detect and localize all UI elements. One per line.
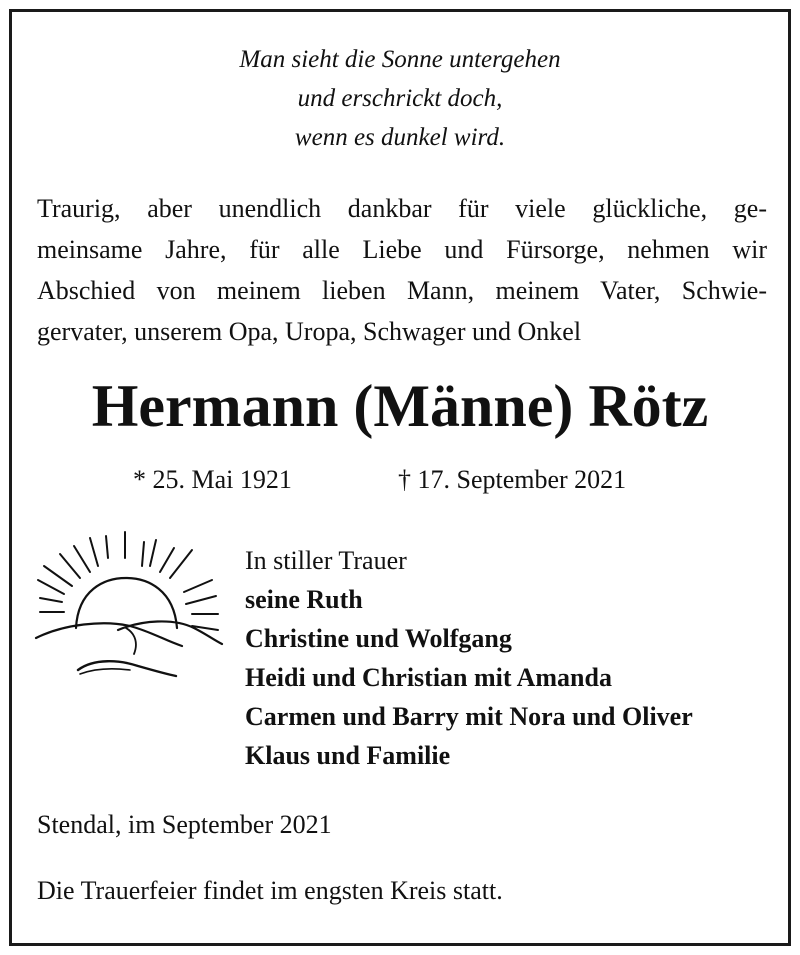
intro-text bbox=[37, 188, 767, 352]
intro-line: gervater, unserem Opa, Uropa, Schwager und Onkel bbox=[37, 317, 582, 346]
mourners-list bbox=[245, 541, 693, 775]
mourner-name: Carmen und Barry mit Nora und Oliver bbox=[245, 702, 693, 731]
sunset-icon bbox=[34, 528, 224, 688]
intro-line: Traurig, aber unendlich dankbar für viele glückliche, ge- bbox=[37, 194, 767, 223]
place-and-date: Stendal, im September 2021 bbox=[37, 810, 332, 839]
poem-line: und erschrickt doch, bbox=[297, 85, 503, 112]
mourner-name: Christine und Wolfgang bbox=[245, 624, 512, 653]
intro-line: meinsame Jahre, für alle Liebe und Fürsorge, nehmen wir bbox=[37, 235, 767, 264]
intro-line: Abschied von meinem lieben Mann, meinem Vater, Schwie- bbox=[37, 276, 767, 305]
poem-line: wenn es dunkel wird. bbox=[294, 124, 506, 151]
mourners-heading: In stiller Trauer bbox=[245, 546, 407, 575]
mourner-name: Klaus und Familie bbox=[245, 741, 451, 770]
poem bbox=[0, 40, 800, 157]
mourner-name: Heidi und Christian mit Amanda bbox=[245, 663, 612, 692]
birth-date: * 25. Mai 1921 bbox=[133, 465, 292, 494]
poem-line: Man sieht die Sonne untergehen bbox=[239, 46, 561, 73]
death-date: † 17. September 2021 bbox=[398, 465, 627, 494]
funeral-note: Die Trauerfeier findet im engsten Kreis statt. bbox=[37, 876, 503, 905]
mourner-name: seine Ruth bbox=[245, 585, 363, 614]
deceased-name: Hermann (Männe) Rötz bbox=[91, 373, 709, 439]
